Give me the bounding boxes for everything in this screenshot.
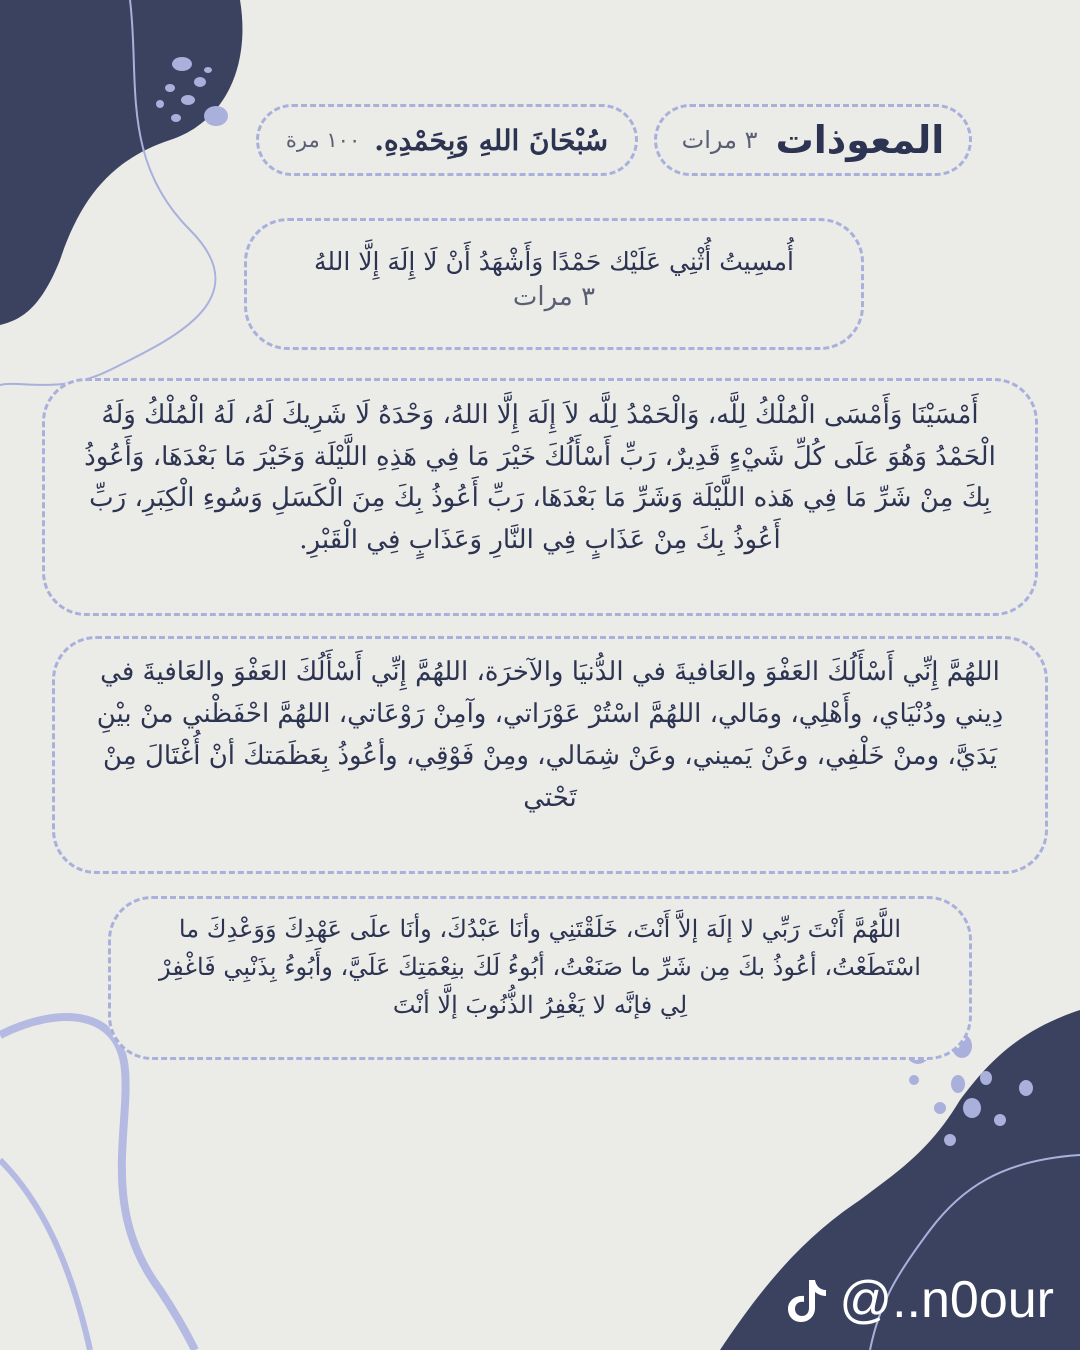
watermark — [785, 1270, 1054, 1330]
muawwidhat-title: المعوذات — [775, 118, 945, 162]
amsayna-card — [42, 378, 1038, 616]
amsaytu-count: ٣ مرات — [512, 281, 596, 312]
subhanallah-count: ١٠٠ مرة — [285, 128, 361, 152]
afiya-card — [52, 636, 1048, 874]
muawwidhat-count: ٣ مرات — [681, 126, 758, 154]
top-left-blob — [0, 0, 242, 325]
subhanallah-card — [256, 104, 638, 176]
muawwidhat-card — [654, 104, 972, 176]
sayyid-text: اللَّهُمَّ أَنْتَ رَبِّي لا إلَهَ إلاَّ أَنْتَ، خَلَقْتَنِي وأنَا عَبْدُكَ، وأنَا علَى عَهْدِكَ وَوَعْدِكَ ما اسْتَطَعْتُ، أعُوذُ بكَ مِن شَرِّ ما صَنَعْتُ، أبُوءُ لَكَ بنِعْمَتِكَ عَلَيَّ، وأَبُوءُ بِذَنْبِي فَاغْفِرْ لِي فإنَّه لا يَغْفِرُ الذُّنُوبَ إلَّا أنْتَ — [159, 915, 921, 1019]
subhanallah-text: سُبْحَانَ اللهِ وَبِحَمْدِهِ. — [374, 123, 609, 157]
afiya-text: اللهُمَّ إِنِّي أَسْأَلُكَ العَفْوَ والعَافيةَ في الدُّنيَا والآخرَة، اللهُمَّ إِنِّي أَسْأَلُكَ العَفْوَ والعَافيةَ في دِيني ودُنْيَاي، وأَهْلِي، ومَالي، اللهُمَّ اسْتُرْ عَوْرَاتي، وآمِنْ رَوْعَاتي، اللهُمَّ احْفَظْني منْ بيْنِ يَدَيَّ، ومنْ خَلْفِي، وعَنْ يَميني، وعَنْ شِمَالي، ومِنْ فَوْقِي، وأعُوذُ بِعَظَمَتكَ أنْ أُغْتَالَ مِنْ تَحْتي — [96, 657, 1004, 814]
amsayna-text: أَمْسَيْنَا وَأَمْسَى الْمُلْكُ لِلَّه، وَالْحَمْدُ لِلَّه لاَ إِلَهَ إِلَّا اللهُ، وَحْدَهُ لَا شَرِيكَ لَهُ، لَهُ الْمُلْكُ وَلَهُ الْحَمْدُ وَهُوَ عَلَى كُلِّ شَيْءٍ قَدِيرٌ، رَبِّ أَسْأَلُكَ خَيْرَ مَا فِي هَذِهِ اللَّيْلَة وَخَيْرَ مَا بَعْدَهَا، وَأَعُوذُ بِكَ مِنْ شَرِّ مَا فِي هَذه اللَّيْلَة وَشَرِّ مَا بَعْدَهَا، رَبِّ أَعُوذُ بِكَ مِنَ الْكَسَلِ وَسُوءِ الْكِبَرِ، رَبِّ أَعُوذُ بِكَ مِنْ عَذَابٍ فِي النَّارِ وَعَذَابٍ فِي الْقَبْرِ. — [84, 400, 996, 555]
bottom-left-swirl-2 — [0, 1160, 90, 1350]
amsaytu-text: أُمسِيتُ أُثْنِي عَلَيْك حَمْدًا وَأَشْهَدُ أَنْ لَا إِلَهَ إِلَّا اللهُ — [314, 247, 794, 276]
amsaytu-card — [244, 218, 864, 350]
watermark-handle: @..n0our — [839, 1271, 1054, 1329]
sayyid-card — [108, 896, 972, 1060]
bottom-left-swirl — [0, 1017, 195, 1350]
tiktok-icon — [785, 1276, 829, 1324]
